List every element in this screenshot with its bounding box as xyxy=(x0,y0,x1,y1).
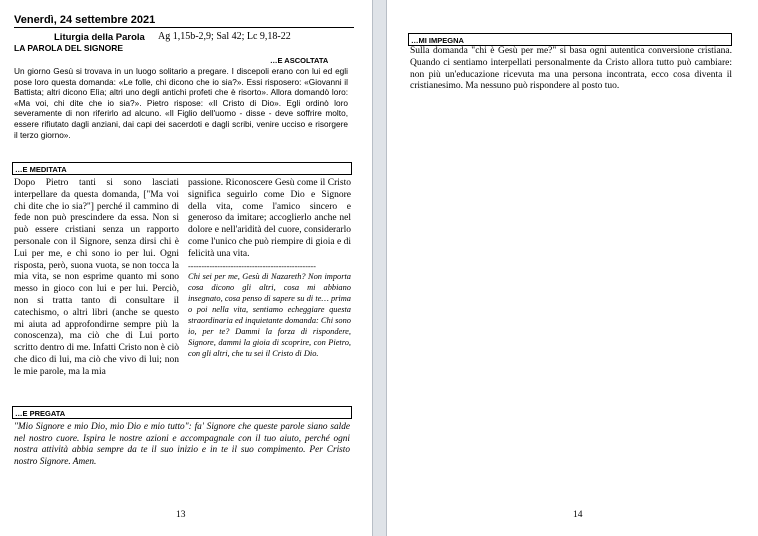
liturgy-references: Ag 1,15b-2,9; Sal 42; Lc 9,18-22 xyxy=(158,31,291,42)
meditate-heading: …E MEDITATA xyxy=(12,162,352,175)
gospel-text: Un giorno Gesù si trovava in un luogo solitario a pregare. I discepoli erano con lui ed egli pose loro questa domanda: «Le folle, chi dicono che io sia?». Essi risposero: «Giovanni il Battista; altri dicono Elìa; altri uno degli antichi profeti che è risorto». Allora domandò loro: «Ma voi, chi dite che io sia?». Pietro rispose: «Il Cristo di Dio». Egli ordinò loro severamente di non riferirlo ad alcuno. «Il Figlio dell'uomo - disse - deve soffrire molto, essere rifiutato dagli anziani, dai capi dei sacerdoti e dagli scribi, venire ucciso e risorgere il terzo giorno». xyxy=(14,66,348,140)
meditation-left-column xyxy=(14,178,179,379)
commit-text: Sulla domanda "chi è Gesù per me?" si basa ogni autentica conversione cristiana. Quando ci sentiamo interpellati personalmente da Cristo allora tutto può cambiare: non più un'educazione ricevuta ma una persona incontrata, ecco cosa diventa il cristianesimo. Ma nessuno può rispondere al posto tuo. xyxy=(410,46,732,92)
page-14 xyxy=(386,0,758,536)
meditation-right-column xyxy=(188,178,351,360)
page-13 xyxy=(0,0,373,536)
commit-heading: …MI IMPEGNA xyxy=(408,33,732,46)
prayer-text: "Mio Signore e mio Dio, mio Dio e mio tutto": fa' Signore che queste parole siano salde nel nostro cuore. Ispira le nostre azioni e accompagnale con il tuo aiuto, perché ogni nostra attività abbia sempre da te il suo inizio e in te il suo compimento. Per Cristo nostro Signore. Amen. xyxy=(14,422,350,467)
date-heading: Venerdì, 24 settembre 2021 xyxy=(14,14,354,28)
poem-text: Chi sei per me, Gesù di Nazareth? Non importa cosa dicono gli altri, cosa mi abbiano insegnato, cosa penso di sapere su di te… prima o poi nella vita, sentiamo echeggiare questa straordinaria ed inquietante domanda: Chi sono io, per te? Dammi la forza di rispondere, Signore, dammi la gioia di scoprire, con Pietro, con gli altri, che tu sei il Cristo di Dio. xyxy=(188,272,351,358)
liturgy-subtitle: LA PAROLA DEL SIGNORE xyxy=(14,43,124,53)
meditation-left-text: Dopo Pietro tanti si sono lasciati interpellare da questa domanda, ["Ma voi chi dite che io sia?"] perché il cammino di fede non può prescindere da essa. Non si può essere cristiani senza un rapporto personale con il Signore, senza dirsi chi è Lui per me, e chi sono io per lui. Ogni risposta, però, suona vuota, se non tocca la mia vita, se non esprime quanto mi sono messo in gioco con lui e per lui. Perciò, non si tratta tanto di consultare il catechismo, o altri libri (anche se questo mi aiuta ad approfondirne sempre più la conoscenza), ma ciò che di Lui porto scritto dentro di me. Infatti Cristo non è ciò che dico di lui, ma ciò che vivo di lui; non le mie parole, ma la mia xyxy=(14,178,179,377)
pray-heading: …E PREGATA xyxy=(12,406,352,419)
page-number-13: 13 xyxy=(176,510,186,520)
separator-line: ------------------------------------------------ xyxy=(188,261,316,271)
listen-heading: …E ASCOLTATA xyxy=(270,56,329,65)
meditation-right-text: passione. Riconoscere Gesù come il Cristo significa seguirlo come Dio e Signore della vita, come l'amico sincero e generoso da imitare; accoglierlo anche nel dolore e nell'aridità del cuore, considerarlo come l'unico che può riempire di gioia e di felicità una vita. xyxy=(188,178,351,259)
liturgy-title: Liturgia della Parola xyxy=(54,32,145,43)
page-number-14: 14 xyxy=(573,510,583,520)
